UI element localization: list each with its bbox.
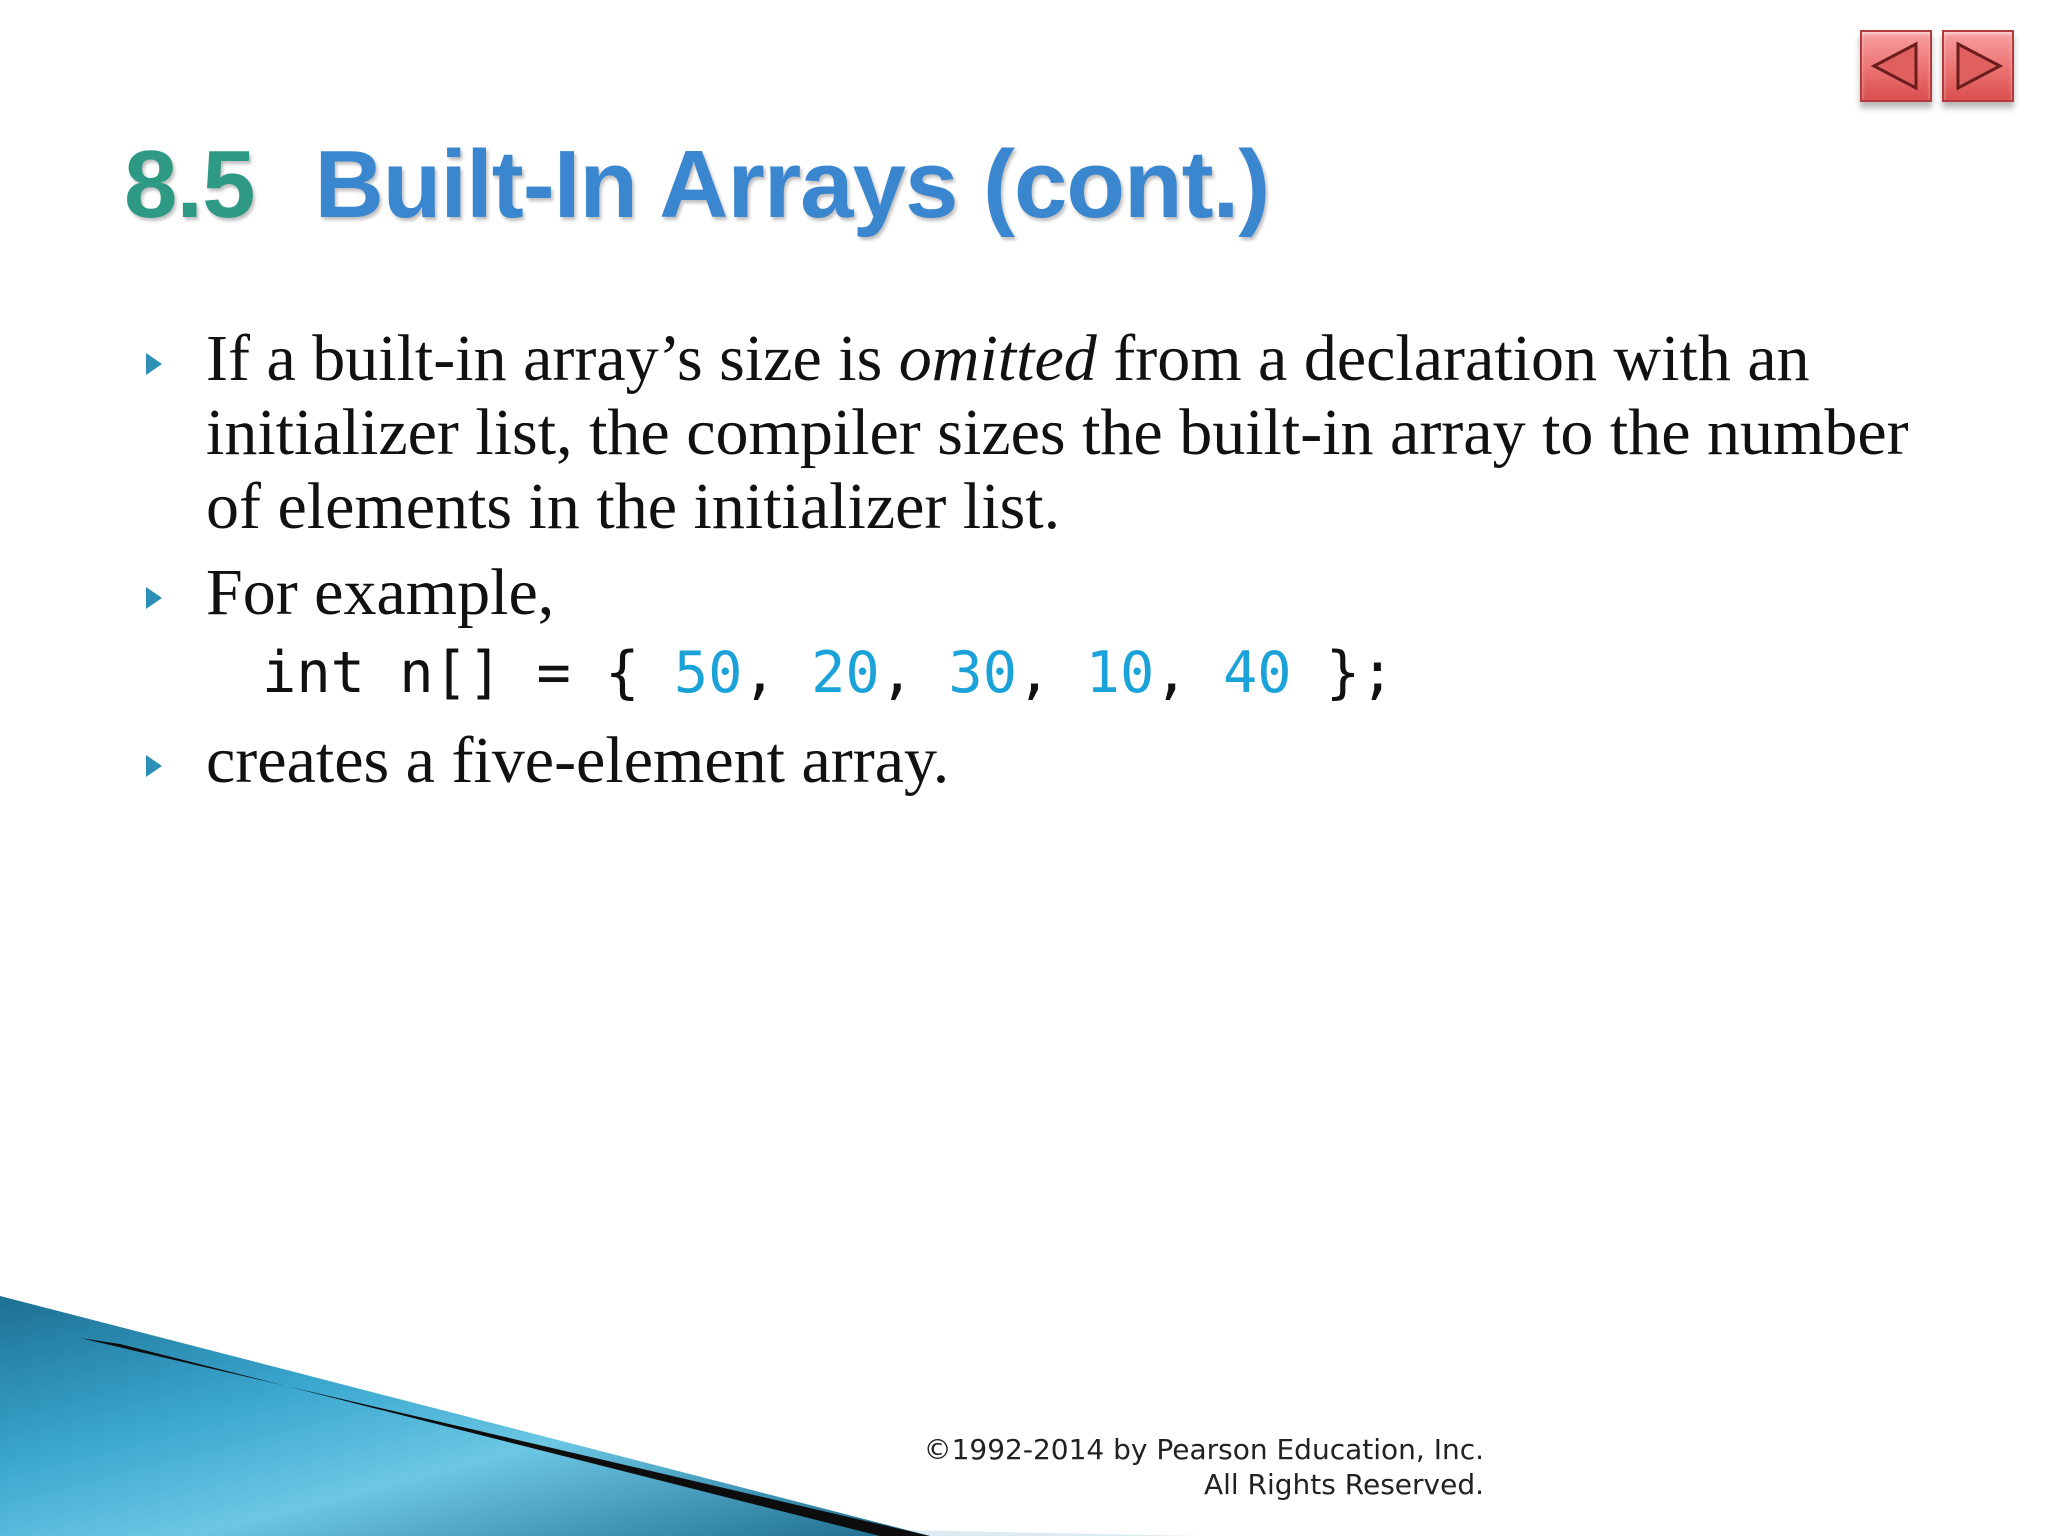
code-prefix: int n[] = {: [262, 640, 674, 706]
code-suffix: };: [1291, 640, 1395, 706]
bullet-text: [206, 322, 1946, 544]
previous-slide-button[interactable]: [1860, 30, 1932, 102]
slide-navigation: [1860, 30, 2014, 102]
bullet-item: [146, 556, 1946, 712]
title-text: Built-In Arrays (cont.): [314, 131, 1270, 238]
bullet-text: creates a five-element array.: [206, 724, 950, 797]
emphasized-word: omitted: [898, 322, 1097, 395]
footer-blue-wedge: [0, 1296, 930, 1536]
code-separator: ,: [1154, 640, 1223, 706]
code-example: [262, 634, 1946, 712]
next-slide-button[interactable]: [1942, 30, 2014, 102]
code-literal: 30: [948, 640, 1018, 706]
left-arrow-icon: [1868, 38, 1924, 94]
rights-line: All Rights Reserved.: [1203, 1468, 1484, 1501]
right-arrow-icon: [1950, 38, 2006, 94]
bullet-text-part: If a built-in array’s size is: [206, 322, 899, 395]
code-literal: 40: [1222, 640, 1292, 706]
triangle-bullet-icon: [146, 755, 162, 777]
code-literal: 50: [673, 640, 743, 706]
bullet-list: [146, 322, 1946, 798]
code-separator: ,: [1017, 640, 1086, 706]
code-separator: ,: [742, 640, 812, 706]
code-separator: ,: [879, 640, 949, 706]
copyright-notice: [924, 1432, 1484, 1502]
code-literal: 20: [811, 640, 880, 706]
bullet-text-part: from a declaration with an initializer list, the compiler sizes the built-in array to the number of elements in the initializer list.: [206, 322, 1909, 543]
section-number: 8.5: [124, 131, 255, 238]
bullet-text: For example,: [206, 556, 555, 629]
copyright-line: ©1992-2014 by Pearson Education, Inc.: [923, 1433, 1484, 1466]
triangle-bullet-icon: [146, 587, 162, 609]
slide-title: [124, 132, 1269, 238]
triangle-bullet-icon: [146, 353, 162, 375]
bullet-item: [146, 724, 1946, 798]
bullet-item: [146, 322, 1946, 544]
code-literal: 10: [1085, 640, 1155, 706]
